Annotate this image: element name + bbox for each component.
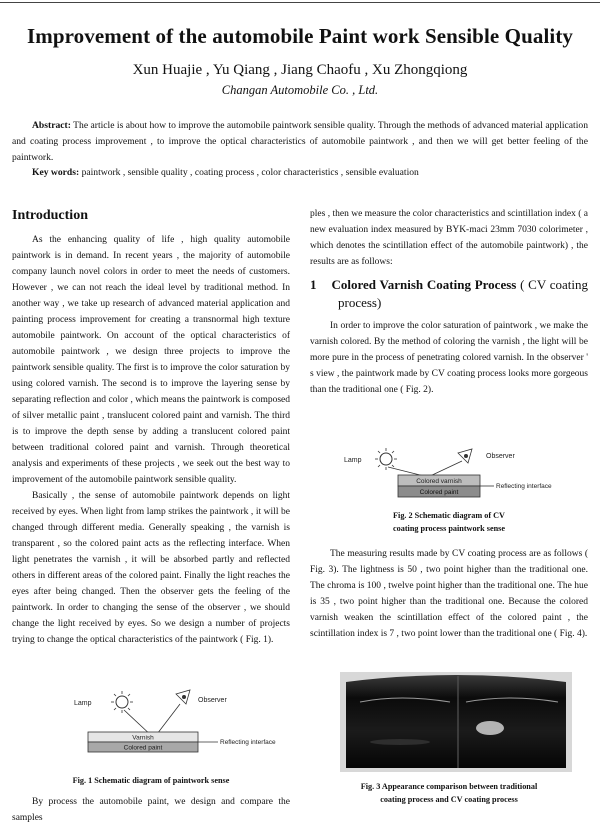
fig1-observer-label: Observer xyxy=(198,697,227,704)
fig2-lamp-label: Lamp xyxy=(344,457,362,464)
figure-3-caption xyxy=(310,780,588,806)
right-column xyxy=(310,206,588,398)
fig1-varnish-label: Varnish xyxy=(132,734,154,742)
figure-2-caption-line-2: coating process paintwork sense xyxy=(393,524,505,533)
figure-2-caption-line-1: Fig. 2 Schematic diagram of CV xyxy=(393,511,505,520)
measurement-paragraph: The measuring results made by CV coating process are as follows ( Fig. 3). The lightness is 50 , two point higher than the traditional one. The chroma is 100 , twelve point higher than the traditional one. The hue is 35 , two point higher than the traditional one. Because the colored varnish weaken the scintillation effect of the colored paint , the scintillation index is 7 , two point lower than the traditional one ( Fig. 4). xyxy=(310,549,588,639)
keywords xyxy=(32,166,588,180)
eye-icon xyxy=(458,449,472,463)
section-1-paragraph: In order to improve the color saturation of paintwork , we make the varnish colored. By the method of coloring the varnish , the light will be more pure in the process of penetrating colored varnish. In the observer ' s view , the paintwork made by CV coating process looks more gorgeous than the traditional one ( Fig. 2). xyxy=(310,321,588,395)
figure-3-photo xyxy=(340,672,572,772)
eye-icon xyxy=(176,690,190,704)
keywords-text: paintwork , sensible quality , coating process , color characteristics , sensible evaluation xyxy=(81,167,419,178)
figure-1-caption: Fig. 1 Schematic diagram of paintwork sense xyxy=(72,776,230,785)
bottom-left-text: By process the automobile paint, we design and compare the samples xyxy=(12,797,290,823)
abstract xyxy=(12,118,588,166)
fig1-colored-paint-label: Colored paint xyxy=(123,744,163,752)
intro-paragraph-2: Basically , the sense of automobile paintwork depends on light received by eyes. When light from lamp strikes the paintwork , it will be changed through different media. Generally speaking , the varnish is transparent , so the colored paint acts as the reflecting interface. When light penetrates the varnish , it will be absorbed partly and reflected others in different areas of the colored paint. Finally the light reaches the eyes after being changed. Then the observer gets the feeling of the paintwork. In order to changing the sense of the observer , we should change the light received by eyes. So we design a number of projects trying to change the optical characteristics of the paintwork ( Fig. 1). xyxy=(12,491,290,645)
abstract-text: The article is about how to improve the automobile paintwork sensible quality. Through the methods of advanced material application and coating process improvement , to improve the optical characteristics of automobile paintwork , and then we will get better feeling of the paintwork. xyxy=(12,120,588,163)
fig2-observer-label: Observer xyxy=(486,453,515,460)
figure-2-caption xyxy=(310,509,588,535)
figure-3-caption-line-1: Fig. 3 Appearance comparison between traditional xyxy=(360,782,538,791)
author-list: Xun Huajie , Yu Qiang , Jiang Chaofu , Xu Zhongqiong xyxy=(132,62,468,78)
abstract-label: Abstract: xyxy=(32,120,71,131)
figure-2-diagram xyxy=(338,447,588,507)
paper-title: Improvement of the automobile Paint work Sensible Quality xyxy=(26,24,574,48)
measurement-paragraph-block xyxy=(310,546,588,642)
section-1-subtitle: ( CV coating process) xyxy=(338,277,589,310)
keywords-label: Key words: xyxy=(32,167,80,178)
intro-heading: Introduction xyxy=(12,208,88,223)
intro-paragraph-1: As the enhancing quality of life , high quality automobile paintwork is in demand. In recent years , the majority of automobile company launch novel colors in order to meet the needs of customers. However , we can not reach the ideal level by traditional method. In another way , we take up research of advanced material application and painting process improvement for creating a transnormal high texture automobile paintwork. On account of the optical characteristics of automobile paintwork , we design three projects to improve the paintwork sensible quality. The first is to improve the color saturation by using colored varnish. The second is to improve the layering sense by separating reflection and color , which means the paintwork is composed of silver metallic paint , translucent colored paint and varnish. The third is to improve the depth sense by adding a translucent colored paint between traditional colored paint and varnish. Through theoretical analysis and experiments of these projects , we seek out the best way to improvement of the automobile paintwork sensible quality. xyxy=(12,235,290,485)
right-paragraph-continued: ples , then we measure the color characteristics and scintillation index ( a new evaluation index measured by BYK-maci 23mm 7030 colorimeter , which denotes the scintillation effect of the automobile paintwork) , the results are as follows: xyxy=(310,209,588,267)
fig2-colored-paint-label: Colored paint xyxy=(419,489,459,496)
shadow-band xyxy=(370,739,430,745)
fig2-varnish-label: Colored varnish xyxy=(416,478,462,485)
section-1-heading xyxy=(310,276,588,312)
lamp-icon xyxy=(375,448,397,470)
lamp-icon xyxy=(111,691,133,713)
figure-1-diagram xyxy=(30,688,280,766)
car-panel xyxy=(346,675,566,768)
section-1-title: Colored Varnish Coating Process xyxy=(331,277,517,292)
left-column xyxy=(12,206,290,648)
fig1-interface-label: Reflecting interface xyxy=(220,739,276,746)
fig2-interface-label: Reflecting interface xyxy=(496,483,552,490)
affiliation: Changan Automobile Co. , Ltd. xyxy=(221,83,379,97)
figure-3-caption-line-2: coating process and CV coating process xyxy=(380,795,518,804)
header-rule xyxy=(0,2,600,3)
section-1-number: 1 xyxy=(310,277,317,292)
fig1-lamp-label: Lamp xyxy=(74,700,92,707)
light-reflection xyxy=(476,721,504,735)
